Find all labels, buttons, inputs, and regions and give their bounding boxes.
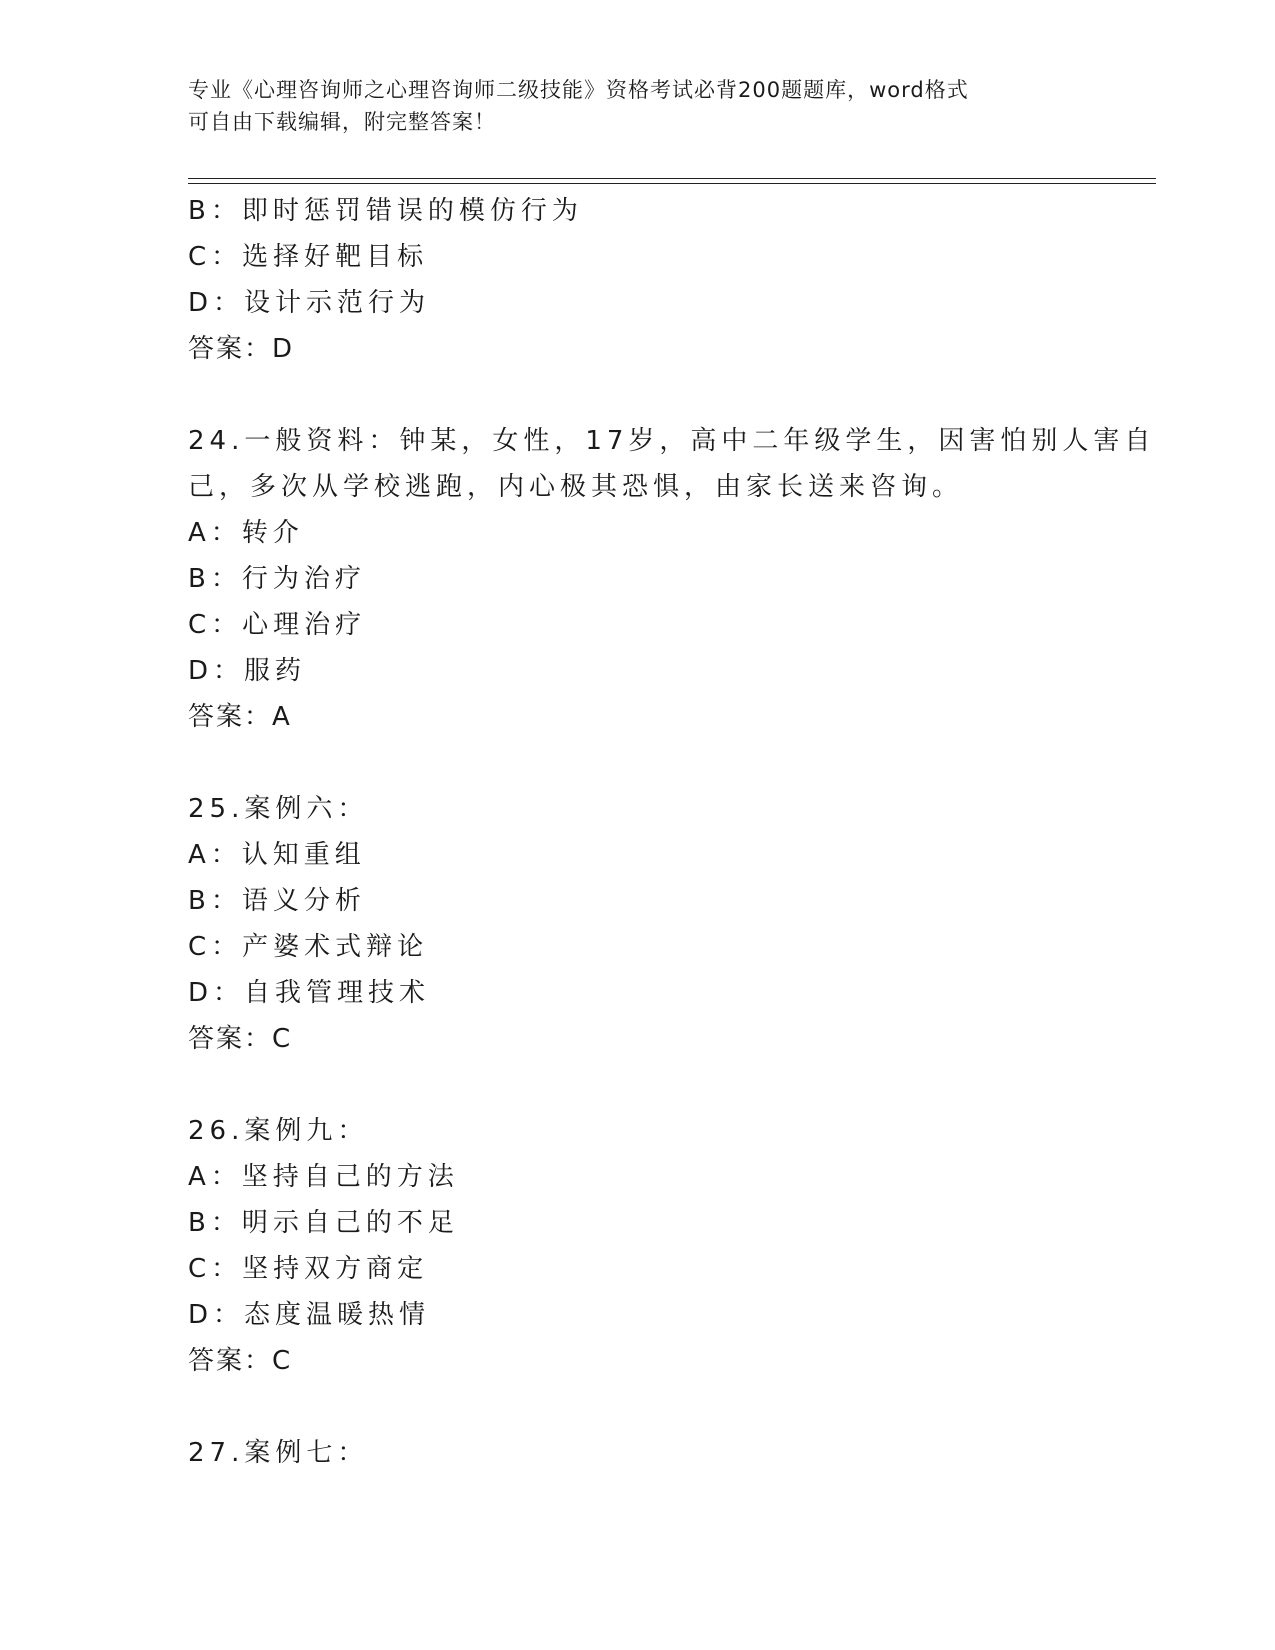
option-d: D：服药: [188, 656, 307, 686]
question-list: [188, 188, 1156, 1476]
answer-line: 答案：C: [188, 1024, 293, 1054]
question-block-24: [188, 418, 1156, 740]
answer-line: 答案：C: [188, 1346, 293, 1376]
spacer: [188, 372, 1128, 418]
question-block-23: [188, 188, 1128, 372]
option-a: A：坚持自己的方法: [188, 1162, 459, 1192]
question-text: 24.一般资料：钟某，女性，17岁，高中二年级学生，因害怕别人害自: [188, 426, 1156, 456]
header-divider-top: [188, 178, 1156, 179]
question-block-26: [188, 1108, 1128, 1384]
question-block-25: [188, 786, 1128, 1062]
option-b: B：明示自己的不足: [188, 1208, 459, 1238]
question-text: 27.案例七：: [188, 1438, 369, 1468]
header-line-2: 可自由下载编辑，附完整答案！: [188, 110, 496, 134]
option-c: C：心理治疗: [188, 610, 367, 640]
answer-line: 答案：A: [188, 702, 292, 732]
option-d: D：态度温暖热情: [188, 1300, 431, 1330]
option-c: C：产婆术式辩论: [188, 932, 429, 962]
option-a: A：转介: [188, 518, 304, 548]
answer-line: 答案：D: [188, 334, 295, 364]
question-block-27: [188, 1430, 1128, 1476]
header-divider-bottom: [188, 183, 1156, 184]
option-b: B：即时惩罚错误的模仿行为: [188, 196, 583, 226]
question-text: 25.案例六：: [188, 794, 369, 824]
spacer: [188, 740, 1128, 786]
spacer: [188, 1062, 1128, 1108]
option-d: D：设计示范行为: [188, 288, 431, 318]
document-header: [188, 74, 1088, 138]
spacer: [188, 1384, 1128, 1430]
option-b: B：行为治疗: [188, 564, 366, 594]
question-text: 26.案例九：: [188, 1116, 369, 1146]
option-c: C：选择好靶目标: [188, 242, 429, 272]
header-line-1: 专业《心理咨询师之心理咨询师二级技能》资格考试必背200题题库，word格式: [188, 78, 969, 102]
question-text-continued: 己，多次从学校逃跑，内心极其恐惧，由家长送来咨询。: [188, 472, 964, 502]
option-c: C：坚持双方商定: [188, 1254, 429, 1284]
option-d: D：自我管理技术: [188, 978, 431, 1008]
option-b: B：语义分析: [188, 886, 366, 916]
option-a: A：认知重组: [188, 840, 366, 870]
